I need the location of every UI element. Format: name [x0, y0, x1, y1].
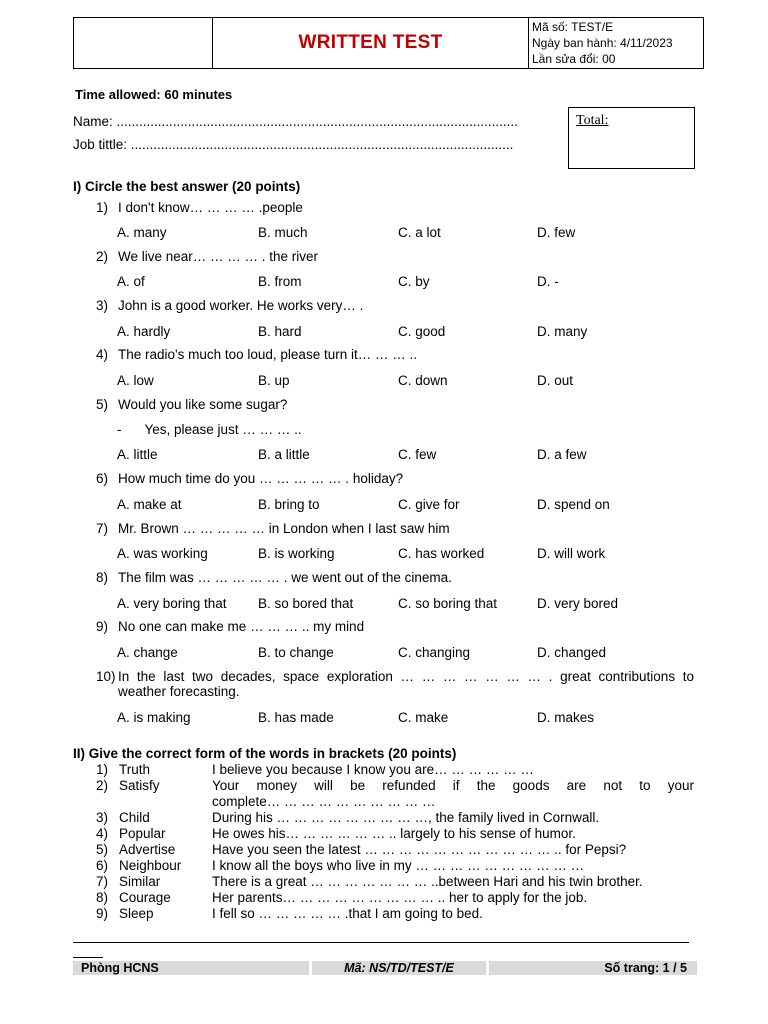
question-text: The film was … … … … … . we went out of the cinema. — [118, 570, 452, 585]
question-number: 1) — [96, 200, 109, 215]
question-text: In the last two decades, space exploration … … … … … … … . great contributions to — [118, 669, 694, 684]
question-number: 4) — [96, 347, 109, 362]
answer-option-b[interactable]: B. to change — [258, 645, 334, 660]
item-number: 8) — [96, 890, 109, 905]
question-text: I don't know… … … … .people — [118, 200, 303, 215]
answer-option-c[interactable]: C. a lot — [398, 225, 441, 240]
question-number: 10) — [96, 669, 116, 684]
item-number: 4) — [96, 826, 109, 841]
section-2-title: II) Give the correct form of the words in brackets (20 points) — [73, 746, 457, 761]
question-text: Mr. Brown … … … … … in London when I last saw him — [118, 521, 450, 536]
footer-bar — [73, 961, 697, 975]
item-sentence: During his … … … … … … … … …, the family lived in Cornwall. — [212, 810, 600, 825]
base-word: Sleep — [119, 906, 154, 921]
answer-option-b[interactable]: B. hard — [258, 324, 302, 339]
answer-option-c[interactable]: C. by — [398, 274, 430, 289]
question-text: No one can make me … … … .. my mind — [118, 619, 365, 634]
base-word: Child — [119, 810, 150, 825]
answer-option-b[interactable]: B. has made — [258, 710, 334, 725]
question-text-continued: weather forecasting. — [118, 684, 240, 699]
item-sentence: Have you seen the latest … … … … … … … … … … … .. for Pepsi? — [212, 842, 627, 857]
question-number: 7) — [96, 521, 109, 536]
answer-option-b[interactable]: B. is working — [258, 546, 335, 561]
answer-option-d[interactable]: D. will work — [537, 546, 606, 561]
question-text: How much time do you … … … … … . holiday? — [118, 471, 404, 486]
question-number: 2) — [96, 249, 109, 264]
answer-option-c[interactable]: C. down — [398, 373, 448, 388]
item-sentence: Your money will be refunded if the goods are not to your — [212, 778, 694, 793]
dash-bullet: - — [117, 422, 122, 437]
base-word: Satisfy — [119, 778, 160, 793]
footer-department: Phòng HCNS — [73, 961, 309, 975]
answer-option-d[interactable]: D. spend on — [537, 497, 610, 512]
answer-option-c[interactable]: C. changing — [398, 645, 471, 660]
item-number: 6) — [96, 858, 109, 873]
base-word: Courage — [119, 890, 171, 905]
answer-option-a[interactable]: A. of — [117, 274, 145, 289]
answer-option-d[interactable]: D. out — [537, 373, 574, 388]
total-label: Total: — [576, 113, 609, 128]
answer-option-a[interactable]: A. many — [117, 225, 167, 240]
answer-option-c[interactable]: C. give for — [398, 497, 460, 512]
answer-option-b[interactable]: B. bring to — [258, 497, 320, 512]
answer-option-d[interactable]: D. many — [537, 324, 588, 339]
question-text: The radio's much too loud, please turn it… … … .. — [118, 347, 417, 362]
item-number: 7) — [96, 874, 109, 889]
answer-option-a[interactable]: A. was working — [117, 546, 208, 561]
question-number: 3) — [96, 298, 109, 313]
answer-option-c[interactable]: C. few — [398, 447, 437, 462]
question-text: Would you like some sugar? — [118, 397, 288, 412]
name-field: Name: ........................................................................................................... — [73, 114, 518, 129]
answer-option-b[interactable]: B. so bored that — [258, 596, 354, 611]
item-number: 1) — [96, 762, 109, 777]
base-word: Neighbour — [119, 858, 182, 873]
question-text: We live near… … … … . the river — [118, 249, 319, 264]
document-title: WRITTEN TEST — [213, 18, 529, 68]
item-sentence-continued: complete… … … … … … … … … … — [212, 794, 436, 809]
answer-option-a[interactable]: A. is making — [117, 710, 191, 725]
answer-option-b[interactable]: B. up — [258, 373, 290, 388]
item-sentence: I fell so … … … … … .that I am going to bed. — [212, 906, 483, 921]
answer-option-a[interactable]: A. change — [117, 645, 178, 660]
answer-option-d[interactable]: D. few — [537, 225, 576, 240]
item-sentence: He owes his… … … … … … .. largely to his sense of humor. — [212, 826, 576, 841]
job-title-field: Job tittle: ...................................................................................................... — [73, 137, 514, 152]
item-sentence: Her parents… … … … … … … … … .. her to apply for the job. — [212, 890, 588, 905]
item-number: 2) — [96, 778, 109, 793]
answer-option-d[interactable]: D. - — [537, 274, 559, 289]
footer-tick — [73, 957, 103, 958]
answer-option-a[interactable]: A. very boring that — [117, 596, 227, 611]
answer-option-d[interactable]: D. makes — [537, 710, 595, 725]
answer-option-a[interactable]: A. hardly — [117, 324, 171, 339]
item-sentence: I believe you because I know you are… … … … … … — [212, 762, 534, 777]
document-code: Mã số: TEST/E — [532, 20, 614, 34]
item-sentence: I know all the boys who live in my … … … … … … … … … … — [212, 858, 585, 873]
answer-option-a[interactable]: A. make at — [117, 497, 182, 512]
sub-line-text: Yes, please just … … … .. — [144, 422, 302, 437]
footer-code: Mã: NS/TD/TEST/E — [312, 961, 486, 975]
item-number: 9) — [96, 906, 109, 921]
answer-option-c[interactable]: C. has worked — [398, 546, 485, 561]
revision-number: Lần sửa đổi: 00 — [532, 52, 616, 66]
question-number: 5) — [96, 397, 109, 412]
answer-option-c[interactable]: C. good — [398, 324, 446, 339]
section-1-title: I) Circle the best answer (20 points) — [73, 179, 301, 194]
base-word: Popular — [119, 826, 166, 841]
question-sub-line — [117, 422, 302, 437]
base-word: Similar — [119, 874, 161, 889]
base-word: Advertise — [119, 842, 176, 857]
item-number: 5) — [96, 842, 109, 857]
answer-option-a[interactable]: A. little — [117, 447, 158, 462]
question-text: John is a good worker. He works very… . — [118, 298, 364, 313]
issue-date: Ngày ban hành: 4/11/2023 — [532, 36, 673, 50]
item-sentence: There is a great … … … … … … … ..between Hari and his twin brother. — [212, 874, 643, 889]
question-number: 6) — [96, 471, 109, 486]
time-allowed: Time allowed: 60 minutes — [75, 87, 233, 102]
answer-option-d[interactable]: D. changed — [537, 645, 607, 660]
answer-option-d[interactable]: D. very bored — [537, 596, 619, 611]
question-number: 9) — [96, 619, 109, 634]
answer-option-b[interactable]: B. from — [258, 274, 302, 289]
total-score-box — [568, 107, 695, 169]
item-number: 3) — [96, 810, 109, 825]
answer-option-c[interactable]: C. so boring that — [398, 596, 498, 611]
base-word: Truth — [119, 762, 151, 777]
logo-placeholder — [74, 18, 213, 68]
document-header — [73, 17, 704, 69]
answer-option-b[interactable]: B. a little — [258, 447, 310, 462]
answer-option-b[interactable]: B. much — [258, 225, 308, 240]
answer-option-d[interactable]: D. a few — [537, 447, 587, 462]
document-meta — [529, 18, 703, 68]
footer-page: Số trang: 1 / 5 — [489, 961, 697, 975]
answer-option-c[interactable]: C. make — [398, 710, 449, 725]
question-number: 8) — [96, 570, 109, 585]
answer-option-a[interactable]: A. low — [117, 373, 154, 388]
footer-divider — [73, 942, 689, 943]
